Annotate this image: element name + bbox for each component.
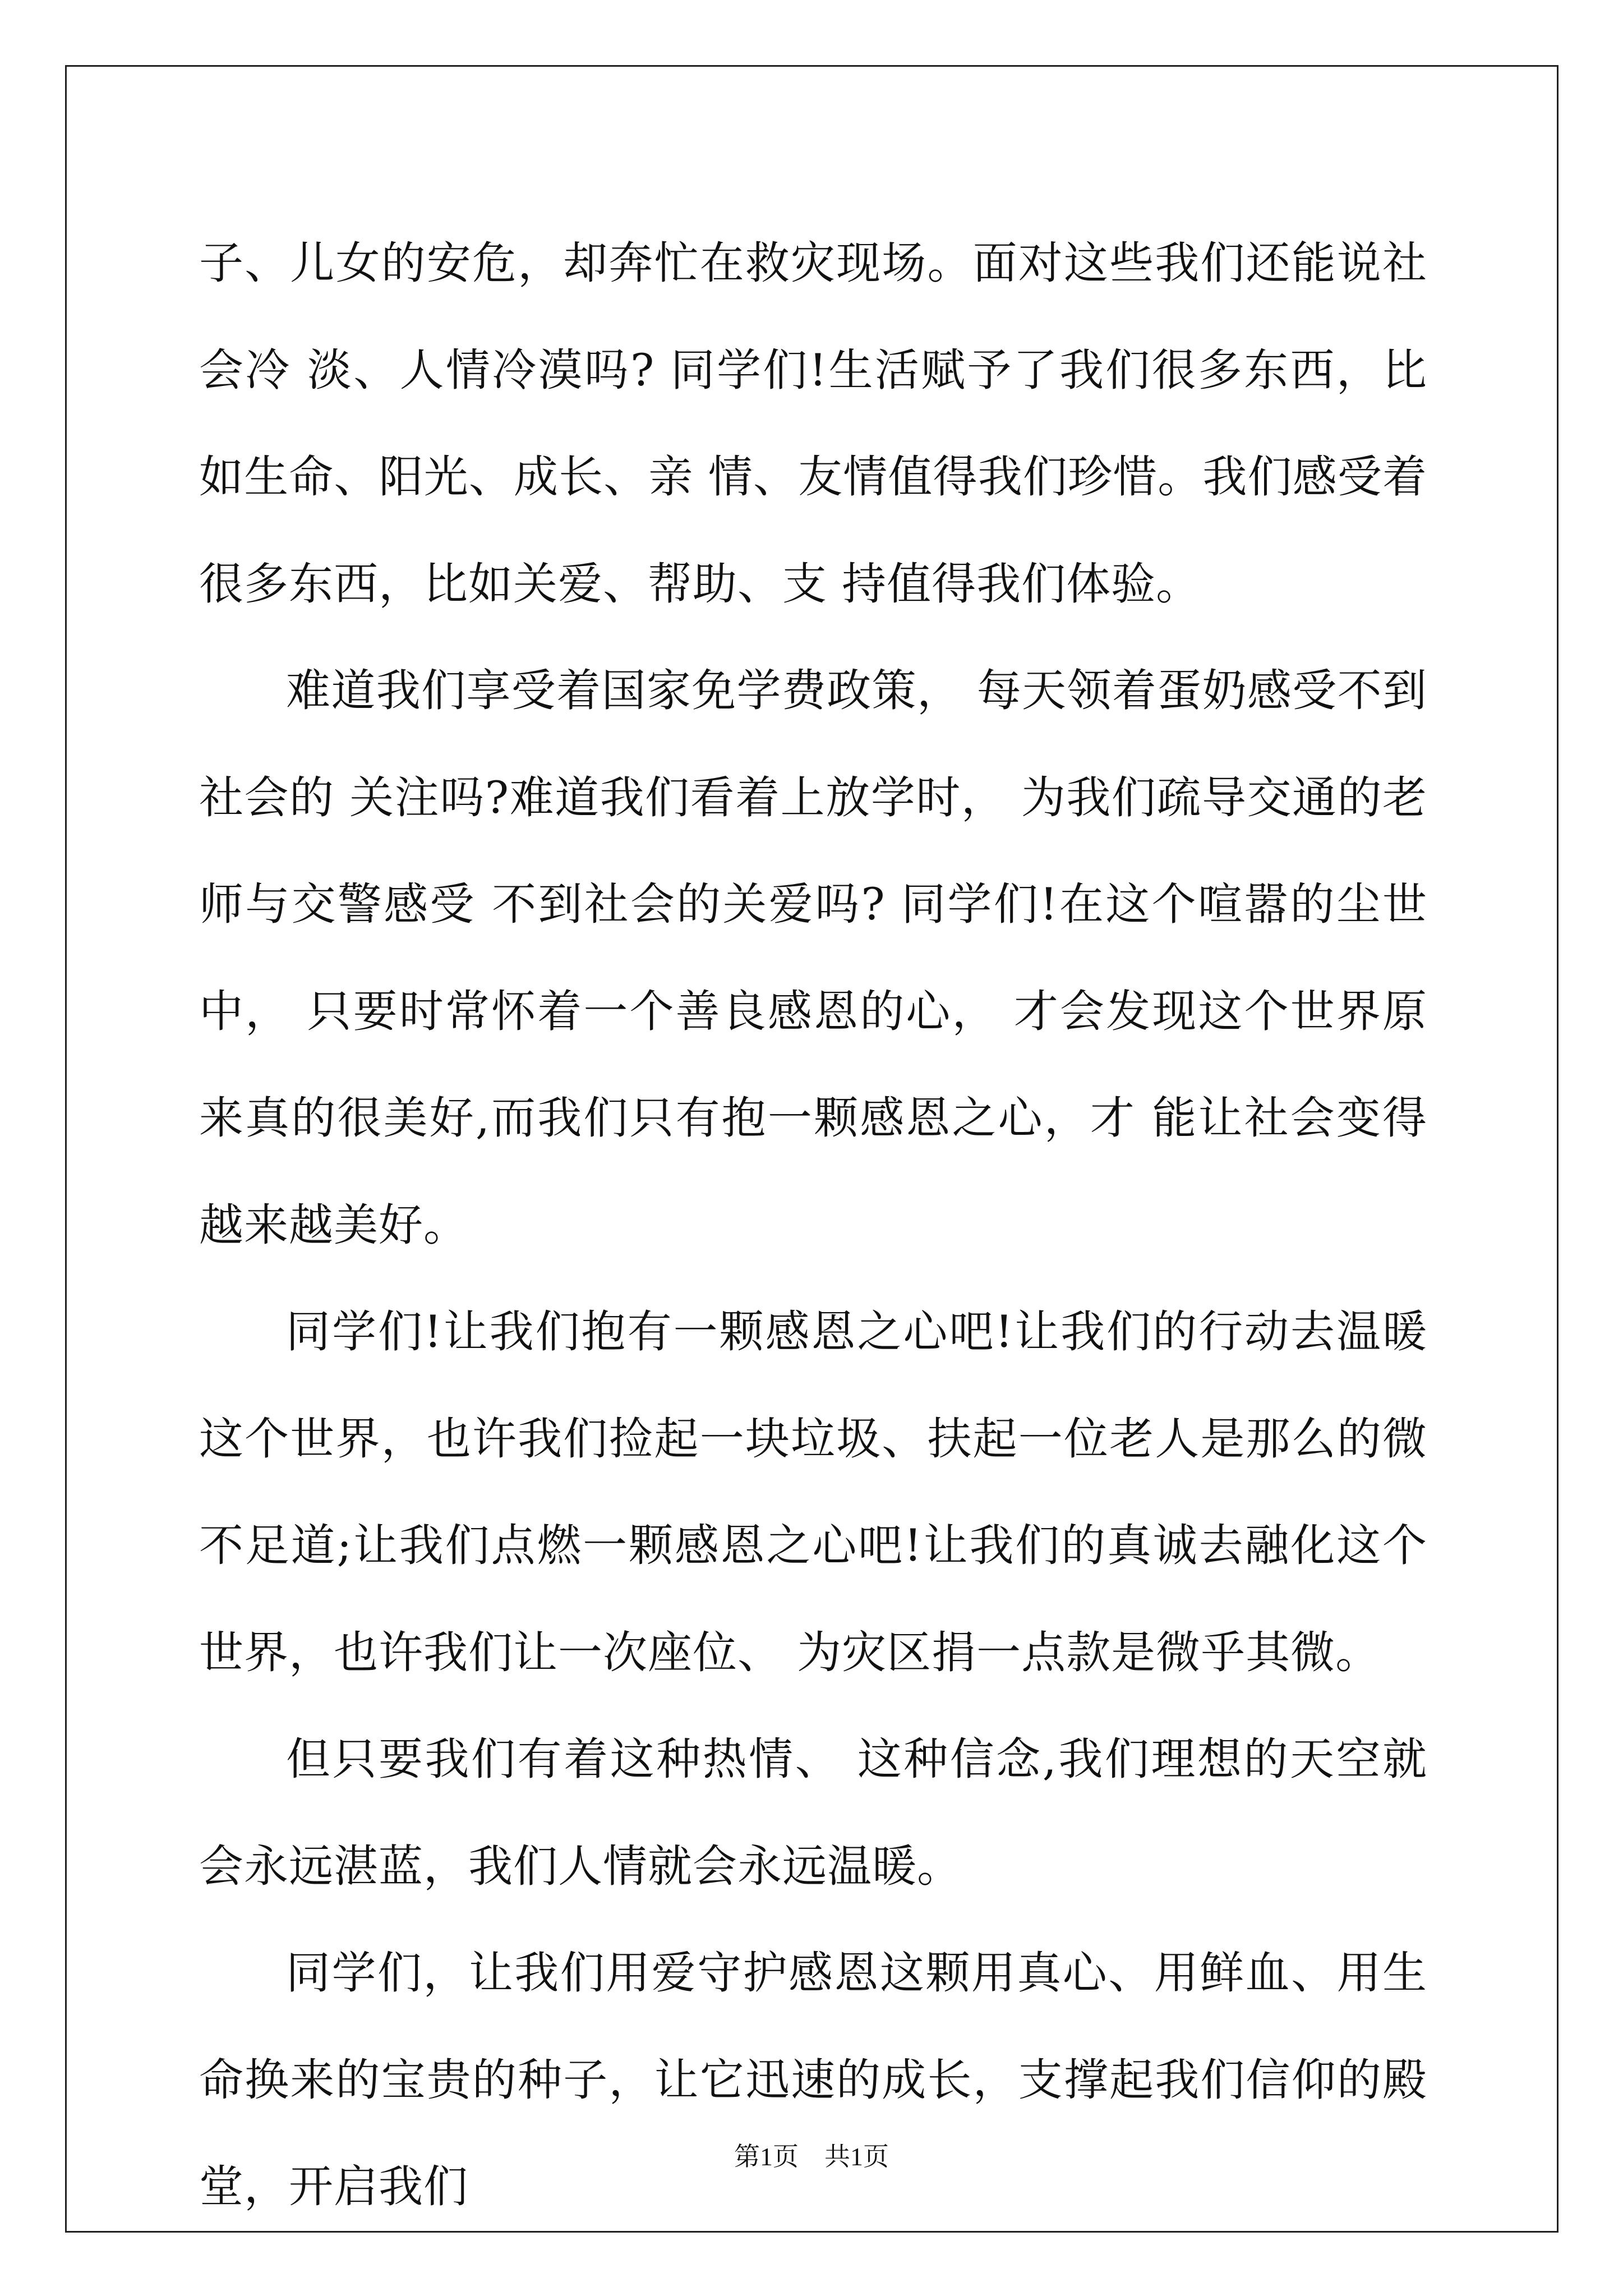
paragraph-4: 但只要我们有着这种热情、 这种信念,我们理想的天空就会永远湛蓝，我们人情就会永远温暖。 <box>199 1733 1427 1892</box>
paragraph-5: 同学们，让我们用爱守护感恩这颗用真心、用鲜血、用生命换来的宝贵的种子，让它迅速的成长，支撑起我们信仰的殿堂，开启我们 <box>199 1947 1427 2212</box>
paragraph-3: 同学们!让我们抱有一颗感恩之心吧!让我们的行动去温暖这个世界，也许我们捡起一块垃圾、扶起一位老人是那么的微不足道;让我们点燃一颗感恩之心吧!让我们的真诚去融化这个世界，也许我们让一次座位、 为灾区捐一点款是微乎其微。 <box>199 1306 1427 1678</box>
document-body <box>199 210 1427 2240</box>
paragraph-2: 难道我们享受着国家免学费政策， 每天领着蛋奶感受不到社会的 关注吗?难道我们看着上放学时， 为我们疏导交通的老师与交警感受 不到社会的关爱吗? 同学们!在这个喧嚣的尘世中， 只要时常怀着一个善良感恩的心， 才会发现这个世界原来真的很美好,而我们只有抱一颗感恩之心，才 能让社会变得越来越美好。 <box>199 665 1427 1251</box>
paragraph-1: 子、儿女的安危，却奔忙在救灾现场。面对这些我们还能说社会冷 淡、人情冷漠吗? 同学们!生活赋予了我们很多东西，比如生命、阳光、成长、亲 情、友情值得我们珍惜。我们感受着很多东西，比如关爱、帮助、支 持值得我们体验。 <box>199 237 1427 610</box>
page-number: 第1页 <box>734 2142 799 2171</box>
page-total: 共1页 <box>824 2142 889 2171</box>
page-footer <box>0 2136 1623 2173</box>
